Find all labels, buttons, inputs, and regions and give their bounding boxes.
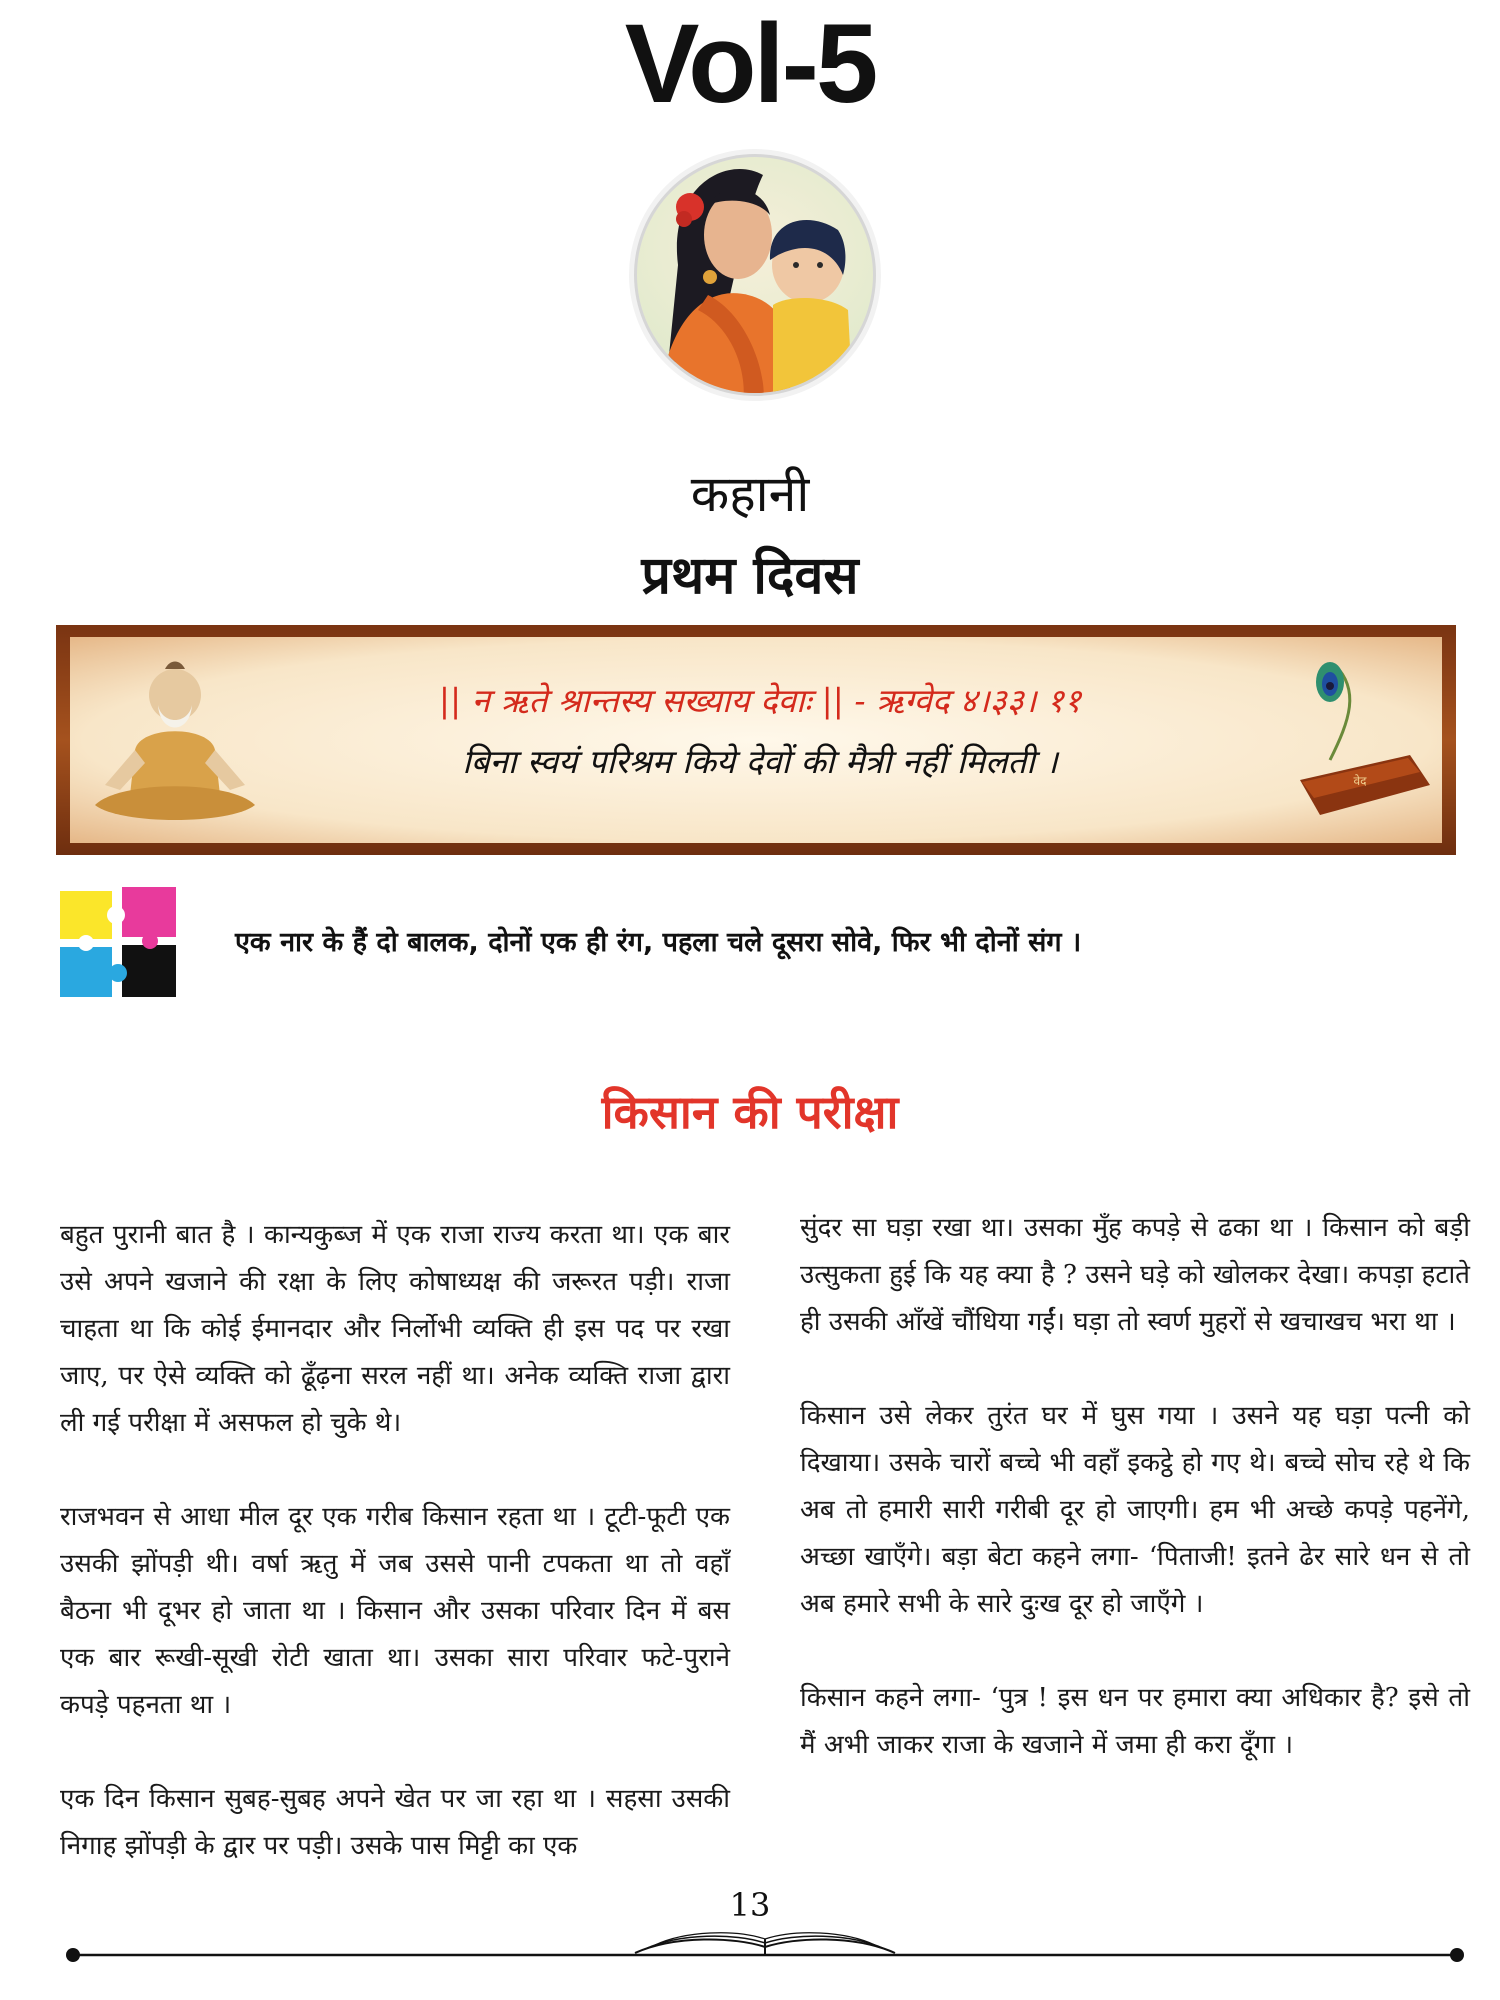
story-paragraph: सुंदर सा घड़ा रखा था। उसका मुँह कपड़े से ढका था । किसान को बड़ी उत्सुकता हुई कि यह क्या है ? उसने घड़े को खोलकर देखा। कपड़ा हटाते ही उसकी आँखें चौंधिया गईं। घड़ा तो स्वर्ण मुहरों से खचाखच भरा था । (800, 1213, 1470, 1337)
page-number: 13 (729, 1886, 771, 1924)
book-label: वेद (1353, 774, 1367, 788)
book-peacock-feather-icon (1290, 660, 1440, 820)
puzzle-icon (58, 885, 180, 1000)
shloka-meaning: बिना स्वयं परिश्रम किये देवों की मैत्री नहीं मिलती । (462, 742, 1058, 781)
story-column-left (60, 1212, 730, 1917)
story-paragraph: एक दिन किसान सुबह-सुबह अपने खेत पर जा रहा था । सहसा उसकी निगाह झोंपड़ी के द्वार पर पड़ी। उसके पास मिट्टी का एक (60, 1784, 730, 1861)
section-label: कहानी (690, 465, 810, 523)
story-column-right (800, 1205, 1470, 1816)
open-book-icon (635, 1933, 895, 1955)
day-title: प्रथम दिवस (641, 546, 859, 606)
meditating-sage-icon (80, 655, 270, 830)
story-paragraph: राजभवन से आधा मील दूर एक गरीब किसान रहता था । टूटी-फूटी एक उसकी झोंपड़ी थी। वर्षा ऋतु में जब उससे पानी टपकता था तो वहाँ बैठना भी दूभर हो जाता था । किसान और उसका परिवार दिन में बस एक बार रूखी-सूखी रोटी खाता था। उसका सारा परिवार फटे-पुराने कपड़े पहनता था । (60, 1502, 730, 1720)
story-paragraph: किसान कहने लगा- ‘पुत्र ! इस धन पर हमारा क्या अधिकार है? इसे तो मैं अभी जाकर राजा के खजाने में जमा ही करा दूँगा । (800, 1683, 1470, 1760)
shloka-text: || न ऋते श्रान्तस्य सख्याय देवाः || - ऋग्वेद ४।३३। ११ (438, 681, 1082, 720)
mother-child-illustration (598, 145, 912, 405)
story-paragraph: बहुत पुरानी बात है । कान्यकुब्ज में एक राजा राज्य करता था। एक बार उसे अपने खजाने की रक्षा के लिए कोषाध्यक्ष की जरूरत पड़ी। राजा चाहता था कि कोई ईमानदार और निर्लोभी व्यक्ति ही इस पद पर रखा जाए, पर ऐसे व्यक्ति को ढूँढ़ना सरल नहीं था। अनेक व्यक्ति राजा द्वारा ली गई परीक्षा में असफल हो चुके थे। (60, 1220, 730, 1438)
story-paragraph: किसान उसे लेकर तुरंत घर में घुस गया । उसने यह घड़ा पत्नी को दिखाया। उसके चारों बच्चे भी वहाँ इकट्ठे हो गए थे। बच्चे सोच रहे थे कि अब तो हमारी सारी गरीबी दूर हो जाएगी। हम भी अच्छे कपड़े पहनेंगे, अच्छा खाएँगे। बड़ा बेटा कहने लगा- ‘पिताजी! इतने ढेर सारे धन से तो अब हमारे सभी के सारे दुःख दूर हो जाएँगे । (800, 1401, 1470, 1619)
story-title: किसान की परीक्षा (601, 1085, 899, 1139)
riddle-text: एक नार के हैं दो बालक, दोनों एक ही रंग, पहला चले दूसरा सोवे, फिर भी दोनों संग । (235, 927, 1082, 958)
volume-title: Vol-5 (624, 1, 876, 126)
